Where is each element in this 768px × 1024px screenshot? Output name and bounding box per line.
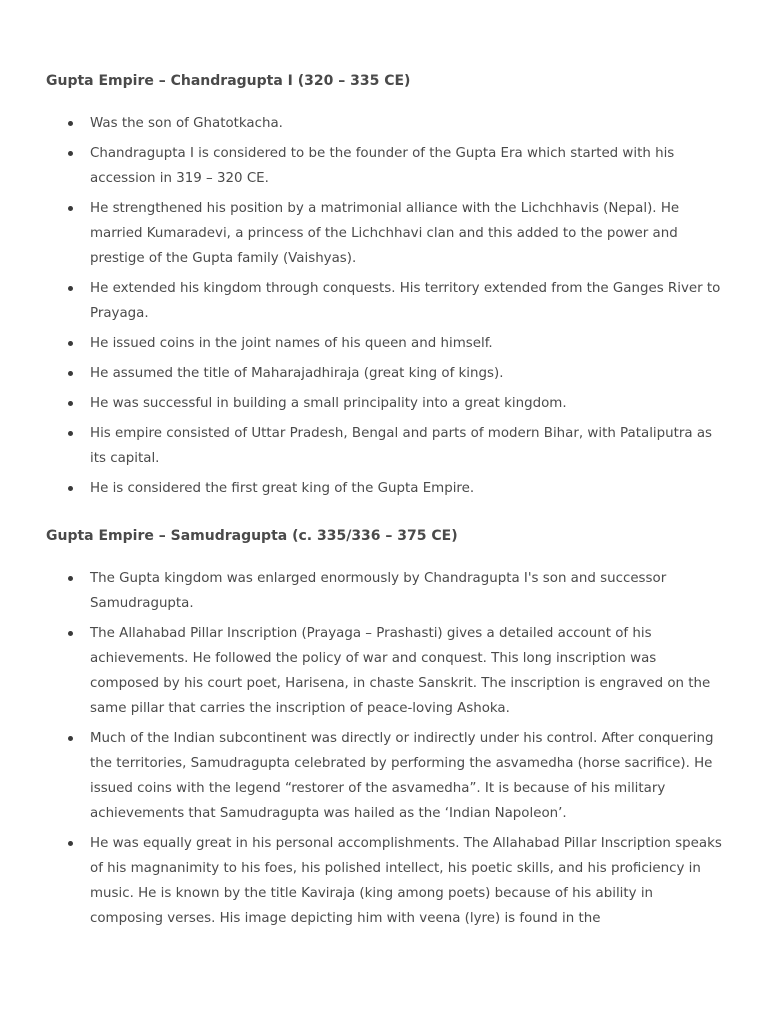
list-item: Was the son of Ghatotkacha. (46, 111, 724, 136)
list-item: He extended his kingdom through conquests. His territory extended from the Ganges River to Prayaga. (46, 276, 724, 326)
list-item: Much of the Indian subcontinent was directly or indirectly under his control. After conquering the territories, Samudragupta celebrated by performing the asvamedha (horse sacrifice). He issued coins with the legend “restorer of the asvamedha”. It is because of his military achievements that Samudragupta was hailed as the ‘Indian Napoleon’. (46, 726, 724, 826)
list-item: He strengthened his position by a matrimonial alliance with the Lichchhavis (Nepal). He married Kumaradevi, a princess of the Lichchhavi clan and this added to the power and prestige of the Gupta family (Vaishyas). (46, 196, 724, 271)
list-item: The Gupta kingdom was enlarged enormously by Chandragupta I's son and successor Samudragupta. (46, 566, 724, 616)
section-title-chandragupta: Gupta Empire – Chandragupta I (320 – 335 CE) (46, 73, 411, 89)
bullet-list-chandragupta (46, 111, 724, 501)
list-item: He was successful in building a small principality into a great kingdom. (46, 391, 724, 416)
list-item: The Allahabad Pillar Inscription (Prayaga – Prashasti) gives a detailed account of his achievements. He followed the policy of war and conquest. This long inscription was composed by his court poet, Harisena, in chaste Sanskrit. The inscription is engraved on the same pillar that carries the inscription of peace-loving Ashoka. (46, 621, 724, 721)
list-item: His empire consisted of Uttar Pradesh, Bengal and parts of modern Bihar, with Pataliputra as its capital. (46, 421, 724, 471)
list-item: He was equally great in his personal accomplishments. The Allahabad Pillar Inscription speaks of his magnanimity to his foes, his polished intellect, his poetic skills, and his proficiency in music. He is known by the title Kaviraja (king among poets) because of his ability in composing verses. His image depicting him with veena (lyre) is found in the (46, 831, 724, 931)
section-title-samudragupta: Gupta Empire – Samudragupta (c. 335/336 – 375 CE) (46, 528, 458, 544)
list-item: He assumed the title of Maharajadhiraja (great king of kings). (46, 361, 724, 386)
list-item: Chandragupta I is considered to be the founder of the Gupta Era which started with his accession in 319 – 320 CE. (46, 141, 724, 191)
list-item: He is considered the first great king of the Gupta Empire. (46, 476, 724, 501)
list-item: He issued coins in the joint names of his queen and himself. (46, 331, 724, 356)
bullet-list-samudragupta (46, 566, 724, 931)
